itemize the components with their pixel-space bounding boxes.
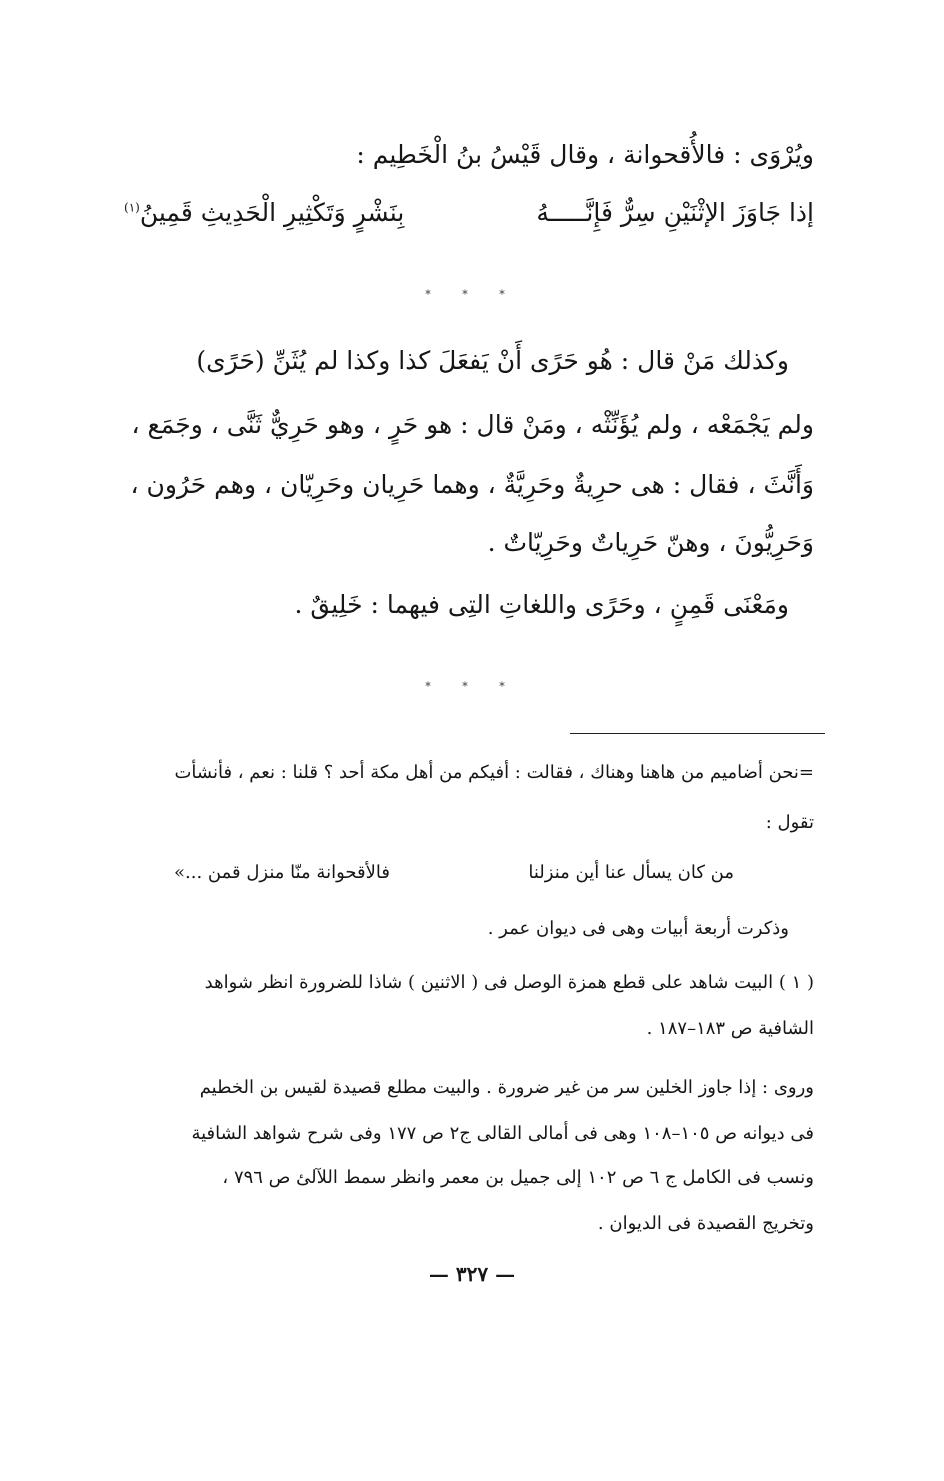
page-number: — ٣٢٧ — bbox=[428, 1262, 516, 1286]
footnote-mention-line: وذكرت أربعة أبيات وهى فى ديوان عمر . bbox=[487, 918, 789, 939]
section-separator: * * * bbox=[425, 288, 519, 301]
footnote-marker: (١) bbox=[124, 200, 140, 215]
paragraph-1-line-4: وَحَرِيُّونَ ، وهنّ حَرِياتٌ وحَرِيّاتٌ . bbox=[487, 528, 814, 557]
paragraph-1-line-1: وكذلك مَنْ قال : هُو حَرًى أَنْ يَفعَلَ كذا وكذا لم يُثَنِّ (حَرًى) bbox=[196, 346, 789, 375]
verse-hemistich-2: بِنَشْرٍ وَتَكْثِيرِ الْحَدِيثِ قَمِينُ bbox=[139, 198, 405, 227]
footnote-2-line-4: وتخريج القصيدة فى الديوان . bbox=[597, 1213, 814, 1234]
verse-hemistich-1: إذا جَاوَزَ الإثْنَيْنِ سِرٌّ فَإِنَّـــــهُ bbox=[536, 198, 814, 227]
footnote-continuation-line-1: =نحن أضاميم من هاهنا وهناك ، فقالت : أفيكم من أهل مكة أحد ؟ قلنا : نعم ، فأنشأت bbox=[174, 762, 814, 783]
poetry-verse bbox=[124, 198, 814, 227]
footnote-1-line-2: الشافية ص ١٨٣–١٨٧ . bbox=[646, 1018, 814, 1039]
verse-hemistich-2-group bbox=[124, 198, 404, 227]
footnote-2-line-3: ونسب فى الكامل ج ٦ ص ١٠٢ إلى جميل بن معمر وانظر سمط اللآلئ ص ٧٩٦ ، bbox=[222, 1167, 814, 1188]
paragraph-2: ومَعْنَى قَمِنٍ ، وحَرًى واللغاتِ التِى فيهما : خَلِيقٌ . bbox=[294, 590, 789, 619]
footnote-verse-hemistich-2: فالأقحوانة منّا منزل قمن ...» bbox=[174, 862, 390, 883]
paragraph-1-line-2: ولم يَجْمَعْه ، ولم يُؤَنِّثْه ، ومَنْ قال : هو حَرٍ ، وهو حَرِيٌّ ثَنَّى ، وجَمَع ، bbox=[131, 410, 814, 439]
footnote-quoted-verse bbox=[174, 862, 734, 883]
footnote-1-line-1: ( ١ ) البيت شاهد على قطع همزة الوصل فى ( الاثنين ) شاذا للضرورة انظر شواهد bbox=[204, 972, 814, 993]
footnote-divider bbox=[570, 733, 825, 734]
footnote-2-line-2: فى ديوانه ص ١٠٥–١٠٨ وهى فى أمالى القالى ج٢ ص ١٧٧ وفى شرح شواهد الشافية bbox=[191, 1123, 814, 1144]
footnote-verse-hemistich-1: من كان يسأل عنا أين منزلنا bbox=[528, 862, 734, 883]
footnote-2-line-1: وروى : إذا جاوز الخلين سر من غير ضرورة . والبيت مطلع قصيدة لقيس بن الخطيم bbox=[199, 1077, 814, 1098]
section-separator: * * * bbox=[425, 680, 519, 693]
intro-line: ويُرْوَى : فالأُقحوانة ، وقال قَيْسُ بنُ الْخَطِيم : bbox=[356, 140, 814, 169]
footnote-continuation-line-2: تقول : bbox=[765, 812, 814, 833]
paragraph-1-line-3: وَأَنَّثَ ، فقال : هى حرِيةٌ وحَرِيَّةٌ ، وهما حَرِيان وحَرِيّان ، وهم حَرُون ، bbox=[130, 470, 814, 499]
